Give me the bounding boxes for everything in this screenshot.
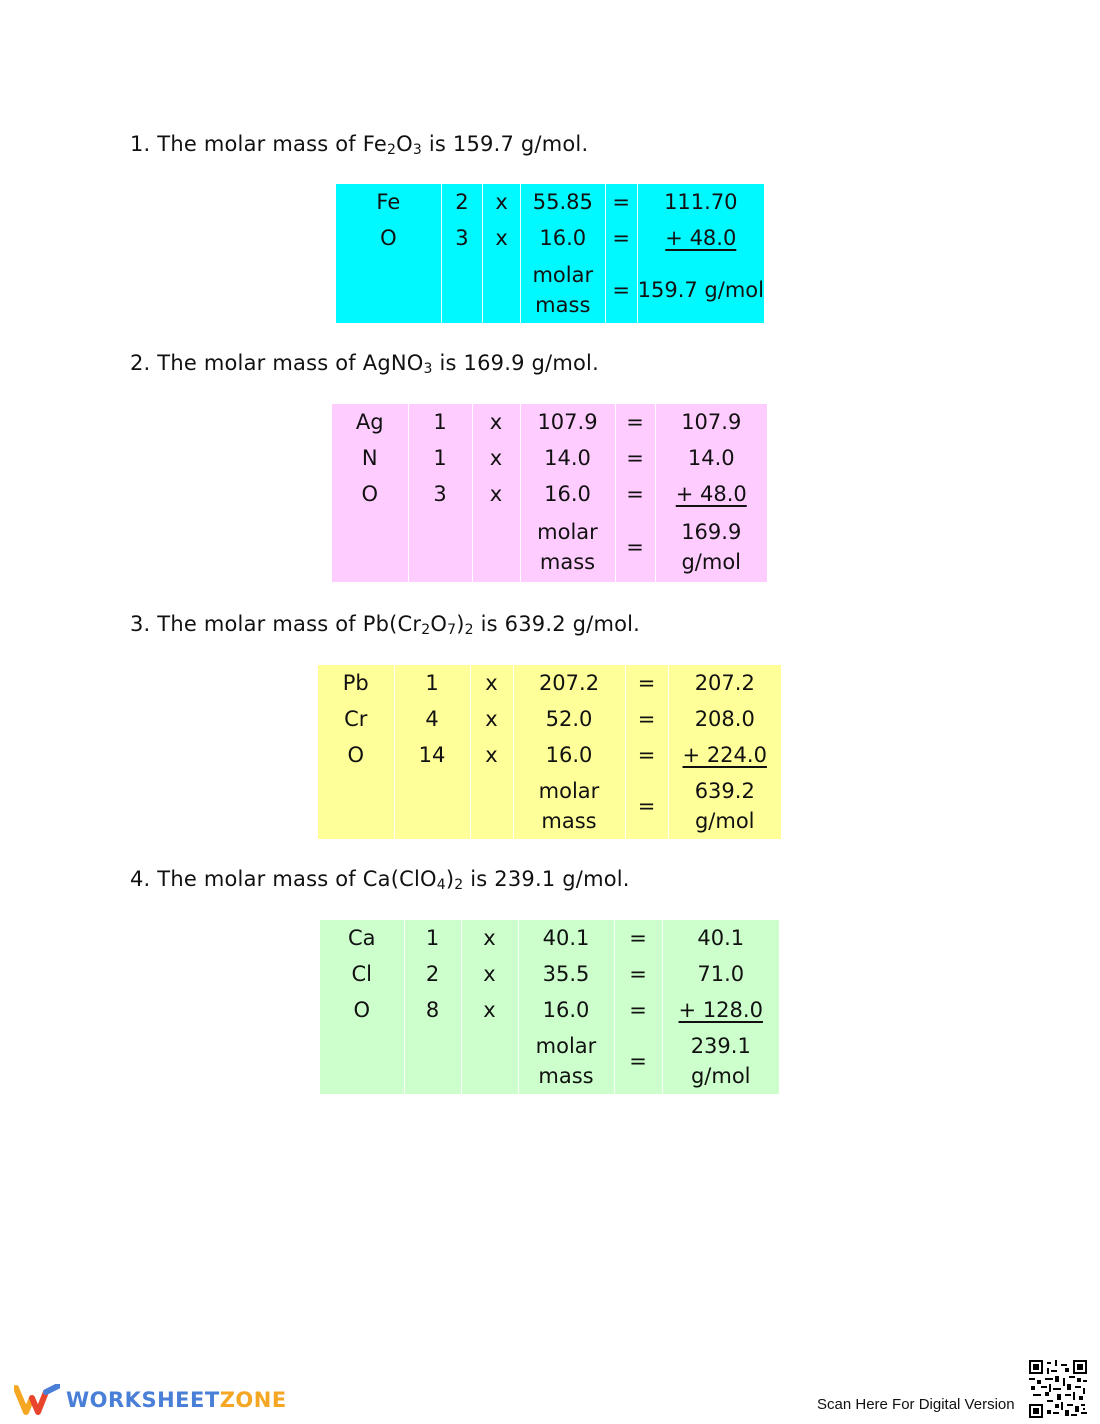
- equals-cell: =: [605, 256, 637, 323]
- table-row: [336, 184, 764, 220]
- atomic-mass-cell: 55.85: [520, 184, 605, 220]
- label-line: mass: [535, 292, 591, 317]
- count-cell: 1: [394, 665, 470, 701]
- product-cell: [637, 220, 764, 256]
- formula-subscript: 3: [412, 142, 422, 158]
- logo-text-worksheet: WORKSHEET: [66, 1388, 220, 1412]
- problem-4-statement: [130, 867, 630, 891]
- formula-part: ): [456, 612, 465, 636]
- product-underlined: + 48.0: [665, 226, 737, 250]
- label-line: molar: [537, 520, 598, 544]
- count-cell: 3: [408, 476, 472, 512]
- element-cell: O: [320, 992, 404, 1028]
- total-number: 239.1: [690, 1034, 751, 1058]
- element-cell: Fe: [336, 184, 441, 220]
- scan-label: Scan Here For Digital Version: [817, 1396, 1015, 1413]
- table-row: [318, 665, 781, 701]
- count-cell: 1: [408, 404, 472, 440]
- problem-suffix: is 639.2 g/mol.: [473, 612, 641, 636]
- element-cell: O: [332, 476, 408, 512]
- total-number: 169.9: [681, 520, 742, 544]
- product-cell: 107.9: [681, 410, 742, 434]
- times-cell: x: [472, 476, 520, 512]
- label-line: mass: [541, 809, 597, 833]
- problem-prefix: 4. The molar mass of: [130, 867, 363, 891]
- problem-2-statement: [130, 351, 599, 375]
- times-cell: x: [461, 956, 518, 992]
- element-cell: Cl: [320, 956, 404, 992]
- table-row: [336, 220, 764, 256]
- equals-cell: =: [615, 476, 655, 512]
- equals-cell: =: [615, 512, 655, 582]
- equals-cell: =: [614, 956, 662, 992]
- table-row: [332, 440, 767, 476]
- empty-cell: [483, 256, 521, 323]
- product-cell: 207.2: [694, 671, 755, 695]
- chemical-formula: [363, 612, 474, 636]
- formula-subscript: 4: [436, 877, 446, 893]
- empty-cell: [320, 1028, 404, 1094]
- product-cell: [662, 992, 779, 1028]
- element-cell: Pb: [318, 665, 394, 701]
- chemical-formula: [363, 351, 433, 375]
- element-cell: Cr: [318, 701, 394, 737]
- times-cell: x: [472, 404, 520, 440]
- equals-cell: =: [615, 404, 655, 440]
- problem-suffix: is 169.9 g/mol.: [432, 351, 599, 375]
- formula-subscript: 2: [387, 142, 397, 158]
- formula-part: ): [445, 867, 455, 891]
- times-cell: x: [470, 665, 513, 701]
- label-line: molar: [538, 779, 600, 803]
- total-value: [662, 1028, 779, 1094]
- formula-part: O: [396, 132, 413, 156]
- product-cell: 208.0: [694, 707, 755, 731]
- atomic-mass-cell: 40.1: [518, 920, 614, 956]
- product-underlined: + 224.0: [682, 743, 767, 767]
- atomic-mass-cell: 16.0: [520, 220, 605, 256]
- formula-subscript: 2: [454, 877, 464, 893]
- atomic-mass-cell: 16.0: [520, 476, 615, 512]
- empty-cell: [472, 512, 520, 582]
- product-underlined: + 48.0: [675, 482, 747, 506]
- problem-prefix: 2. The molar mass of: [130, 351, 363, 375]
- label-line: molar: [532, 262, 594, 287]
- label-line: mass: [538, 1064, 594, 1088]
- element-cell: O: [318, 737, 394, 773]
- molar-mass-label: [518, 1028, 614, 1094]
- total-row: [320, 1028, 779, 1094]
- element-cell: O: [336, 220, 441, 256]
- empty-cell: [470, 773, 513, 839]
- molar-mass-table-3: [318, 665, 781, 839]
- problem-3-statement: [130, 612, 640, 636]
- equals-cell: =: [625, 665, 668, 701]
- problem-suffix: is 159.7 g/mol.: [421, 132, 589, 156]
- table-row: [320, 992, 779, 1028]
- atomic-mass-cell: 52.0: [513, 701, 625, 737]
- times-cell: x: [483, 184, 521, 220]
- count-cell: 2: [441, 184, 483, 220]
- product-cell: 40.1: [697, 926, 745, 950]
- molar-mass-table-1: [336, 184, 764, 323]
- label-line: molar: [535, 1034, 597, 1058]
- total-unit: g/mol: [694, 809, 755, 833]
- total-row: [336, 256, 764, 323]
- product-cell: 71.0: [697, 962, 745, 986]
- formula-subscript: 7: [447, 622, 457, 638]
- atomic-mass-cell: 16.0: [513, 737, 625, 773]
- table-row: [320, 920, 779, 956]
- product-cell: 111.70: [664, 190, 738, 214]
- formula-part: Ca(ClO: [362, 867, 437, 891]
- atomic-mass-cell: 35.5: [518, 956, 614, 992]
- problem-1-statement: [130, 132, 588, 156]
- product-cell: [668, 737, 781, 773]
- total-row: [332, 512, 767, 582]
- formula-part: Pb(Cr: [362, 612, 422, 636]
- times-cell: x: [470, 701, 513, 737]
- molar-mass-label: [520, 512, 615, 582]
- count-cell: 1: [408, 440, 472, 476]
- element-cell: Ca: [320, 920, 404, 956]
- product-underlined: + 128.0: [678, 998, 763, 1022]
- times-cell: x: [483, 220, 521, 256]
- total-unit: g/mol: [690, 1064, 751, 1088]
- atomic-mass-cell: 14.0: [520, 440, 615, 476]
- worksheetzone-w-logo-icon: [14, 1384, 60, 1416]
- logo-text: [66, 1388, 287, 1412]
- atomic-mass-cell: 16.0: [518, 992, 614, 1028]
- table-row: [318, 701, 781, 737]
- chemical-formula: [363, 132, 422, 156]
- molar-mass-table-2: [332, 404, 767, 582]
- total-number: 639.2: [694, 779, 755, 803]
- worksheetzone-logo[interactable]: [14, 1384, 287, 1416]
- formula-subscript: 3: [423, 361, 433, 377]
- equals-cell: =: [625, 701, 668, 737]
- formula-part: Fe: [362, 132, 388, 156]
- atomic-mass-cell: 207.2: [513, 665, 625, 701]
- molar-mass-table-4: [320, 920, 779, 1094]
- count-cell: 3: [441, 220, 483, 256]
- empty-cell: [336, 256, 441, 323]
- logo-text-zone: ZONE: [219, 1388, 287, 1412]
- equals-cell: =: [615, 440, 655, 476]
- label-line: mass: [539, 550, 596, 574]
- table-row: [318, 737, 781, 773]
- equals-cell: =: [625, 773, 668, 839]
- table-row: [332, 476, 767, 512]
- total-value: [668, 773, 781, 839]
- qr-code-icon[interactable]: [1029, 1360, 1087, 1418]
- formula-part: AgNO: [362, 351, 424, 375]
- formula-subscript: 2: [421, 622, 431, 638]
- problem-suffix: is 239.1 g/mol.: [463, 867, 630, 891]
- formula-subscript: 2: [464, 622, 474, 638]
- empty-cell: [441, 256, 483, 323]
- empty-cell: [461, 1028, 518, 1094]
- atomic-mass-cell: 107.9: [520, 404, 615, 440]
- formula-part: O: [430, 612, 448, 636]
- total-value: 159.7 g/mol: [637, 277, 764, 302]
- times-cell: x: [461, 992, 518, 1028]
- equals-cell: =: [605, 184, 637, 220]
- table-row: [320, 956, 779, 992]
- problem-prefix: 3. The molar mass of: [130, 612, 363, 636]
- element-cell: N: [332, 440, 408, 476]
- count-cell: 2: [404, 956, 461, 992]
- problem-prefix: 1. The molar mass of: [130, 132, 363, 156]
- chemical-formula: [363, 867, 464, 891]
- times-cell: x: [461, 920, 518, 956]
- count-cell: 8: [404, 992, 461, 1028]
- equals-cell: =: [614, 920, 662, 956]
- count-cell: 1: [404, 920, 461, 956]
- empty-cell: [332, 512, 408, 582]
- table-row: [332, 404, 767, 440]
- total-value: [655, 512, 767, 582]
- empty-cell: [318, 773, 394, 839]
- empty-cell: [394, 773, 470, 839]
- product-cell: [655, 476, 767, 512]
- equals-cell: =: [625, 737, 668, 773]
- molar-mass-label: [520, 256, 605, 323]
- total-row: [318, 773, 781, 839]
- equals-cell: =: [605, 220, 637, 256]
- equals-cell: =: [614, 1028, 662, 1094]
- molar-mass-label: [513, 773, 625, 839]
- empty-cell: [408, 512, 472, 582]
- count-cell: 14: [394, 737, 470, 773]
- times-cell: x: [472, 440, 520, 476]
- product-cell: 14.0: [687, 446, 735, 470]
- equals-cell: =: [614, 992, 662, 1028]
- count-cell: 4: [394, 701, 470, 737]
- empty-cell: [404, 1028, 461, 1094]
- total-unit: g/mol: [681, 550, 742, 574]
- times-cell: x: [470, 737, 513, 773]
- element-cell: Ag: [332, 404, 408, 440]
